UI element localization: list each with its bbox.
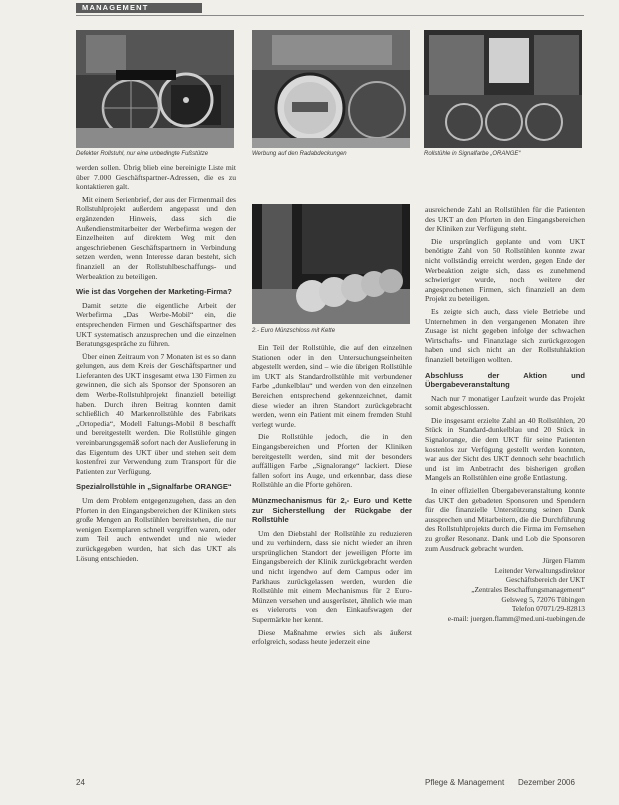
col1-paragraph: Um dem Problem entgegenzugehen, dass an den Pforten in den Eingangsbereichen der Kliniken stets große Mengen an Rollstühlen bereitstehen, die nur wenigen Exemplaren schnell vergriffen waren, oder zum Teil auch entwendet und nie wieder zurückgegeben wurden, hat sich das UKT als Lösung entschieden. <box>76 496 236 563</box>
text-column-3 <box>425 205 585 775</box>
col1-paragraph: Damit setzte die eigentliche Arbeit der Werbefirma „Das Werbe-Mobil“ ein, die entsprechenden Firmen und Geschäftspartner des UKT systematisch anzusprechen und die einzelnen Beratungsgespräche zu führen. <box>76 300 236 349</box>
col2-heading: Münzmechanismus für 2,- Euro und Kette zur Sicherstellung der Rückgabe der Rollstühle <box>252 495 412 525</box>
issue-date: Dezember 2006 <box>518 778 575 787</box>
caption-photo-1: Defekter Rollstuhl, nur eine unbedingte Fußstütze <box>76 151 209 157</box>
col1-paragraph: werden sollen. Übrig blieb eine bereinigte Liste mit über 7.000 Geschäftspartner-Adressen, die es zu kontaktieren galt. <box>76 163 236 192</box>
col3-paragraph: Nach nur 7 monatiger Laufzeit wurde das Projekt somit abgeschlossen. <box>425 393 585 413</box>
col3-paragraph: Es zeigte sich auch, dass viele Betriebe und Unternehmen in den vergangenen Monaten ihre Zusage ist nicht gegeben infolge der schwachen Wirtschafts- und Finanzlage sich zurückgezogen haben und sich nicht an der Rollstuhlaktion finanziell beteiligen wollten. <box>425 306 585 364</box>
caption-photo-2: Werbung auf den Radabdeckungen <box>252 151 347 157</box>
signature-line: Geschäftsbereich der UKT <box>505 575 585 585</box>
author-signature <box>425 556 585 623</box>
col1-heading: Wie ist das Vorgehen der Marketing-Firma? <box>76 287 232 297</box>
text-column-2 <box>252 343 412 773</box>
signature-line: Jürgen Flamm <box>542 556 585 566</box>
caption-photo-3: Rollstühle in Signalfarbe „ORANGE“ <box>424 151 521 157</box>
signature-line: Gelsweg 5, 72076 Tübingen <box>501 594 585 604</box>
photo-advertising-wheels <box>252 30 410 148</box>
col1-paragraph: Über einen Zeitraum von 7 Monaten ist es so dann gelungen, aus dem Kreis der Geschäftspartner und Lieferanten des UKT insgesamt etwa 130 Firmen zu gewinnen, die sich als Sponsor der Sponsoren an dem Werbe-Rollstuhlprojekt finanziell beteiligt haben. Durch ihren Beitrag konnten damit schließlich 40 Markenrollstühle des Fabrikats „Ortopedia“, Modell Faltungs-Mobil 8 beschafft und bereitgestellt werden. Die Rollstühle gingen vereinbarungsgemäß sofort nach der Auslieferung in das Eigentum des UKT über und stehen seit dem kostenfrei zur Verwendung zum Transport für die Patienten zur Verfügung. <box>76 351 236 476</box>
journal-name: Pflege & Management <box>425 778 505 787</box>
text-column-1 <box>76 163 236 773</box>
page-number: 24 <box>76 778 85 787</box>
signature-line: „Zentrales Beschaffungsmanagement“ <box>471 584 585 594</box>
col3-paragraph: Die ursprünglich geplante und vom UKT benötigte Zahl von 50 Rollstühlen konnte zwar nicht vollständig erreicht werden, gegen Ende der Werbeaktion zeigte sich, dass es zunehmend schwieriger wurde, noch weitere der angesprochenen Firmen, sich finanziell an dem Projekt zu beteiligen. <box>425 236 585 304</box>
header-rule <box>76 15 584 16</box>
col3-heading: Abschluss der Aktion und Übergabeveranstaltung <box>425 370 585 390</box>
col2-paragraph: Ein Teil der Rollstühle, die auf den einzelnen Stationen oder in den Untersuchungseinheiten abgestellt werden, sind – wie die übrigen Rollstühle im UKT als Standardrollstühle mit verbundener Farbe „dunkelblau“ und werden von den einzelnen Bereichen entsprechend gekennzeichnet, damit diese wieder an ihren Standort zurückgebracht werden, wenn ein Patient mit einem fremden Stuhl verlegt wurde. <box>252 343 412 429</box>
caption-photo-4: 2.- Euro Münzschloss mit Kette <box>252 328 336 334</box>
col2-paragraph: Um den Diebstahl der Rollstühle zu reduzieren und zu verhindern, dass sie nicht wieder an ihren ursprünglichen Standort der jeweiligen Pforte im Eingangsbereich der Klinik zurückgebracht werden und nicht irgendwo auf dem Campus oder im Parkhaus zurückgelassen werden, wurden die Rollstühle mit einem Mechanismus für 2 Euro-Münzen versehen und ausgerüstet, ähnlich wie man es vielerorts von den Einkaufswagen der Supermärkte her kennt. <box>252 528 412 625</box>
col2-paragraph: Diese Maßnahme erwies sich als äußerst erfolgreich, sodass heute jederzeit eine <box>252 627 412 647</box>
signature-line: e-mail: juergen.flamm@med.uni-tuebingen.de <box>447 613 585 623</box>
photo-coin-lock <box>252 204 410 324</box>
col1-paragraph: Mit einem Serienbrief, der aus der Firmenmail des Rollstuhlprojekt außerdem angepasst und den ergänzenden Hinweis, dass sich die Außendienstmitarbeiter der Werbefirma wegen der Einzelheiten auf direktem Weg mit den angeschriebenen Geschäftspartnern in Verbindung setzen werden, wenn Interesse daran besteht, sich finanziell an der Rollstuhlbeschaffungs- und Werbeaktion zu beteiligen. <box>76 194 236 281</box>
col3-paragraph: In einer offiziellen Übergabeveranstaltung konnte das UKT den gebadeten Sponsoren und Spendern für die finanzielle Unterstützung seinen Dank aussprechen und Mitarbeitern, die die Durchführung des Rollstuhlprojekts durch die Firma im Fernsehen zu großer Resonanz. Dank und Lob die Sponsoren zum Ausdruck gebracht wurden. <box>425 486 585 553</box>
signature-line: Telefon 07071/29-82813 <box>511 604 585 614</box>
col3-paragraph: ausreichende Zahl an Rollstühlen für die Patienten des UKT an den Pforten in den Eingangsbereichen der Kliniken zur Verfügung steht. <box>425 205 585 234</box>
photo-defective-wheelchair <box>76 30 234 148</box>
section-label: MANAGEMENT <box>76 3 202 13</box>
col1-heading: Spezialrollstühle in „Signalfarbe ORANGE“ <box>76 482 232 492</box>
photo-orange-wheelchairs <box>424 30 582 148</box>
signature-line: Leitender Verwaltungsdirektor <box>494 565 585 575</box>
col3-paragraph: Die insgesamt erzielte Zahl an 40 Rollstühlen, 20 Stück in Standard-dunkelblau und 20 Stück in Signalorange, die dem UKT für seine Patienten kostenlos zur Verfügung gestellt werden konnten, war aus der Sicht des UKT dennoch sehr beachtlich und ist im Anbetracht des bisherigen großen Mangels an Rollstühlen eine große Entlastung. <box>425 415 585 483</box>
col2-paragraph: Die Rollstühle jedoch, die in den Eingangsbereichen und Pforten der Kliniken bereitgestellt werden, sind mit der besonders auffälligen Farbe „Signalorange“ lackiert. Diese fallen sofort ins Auge, und erkennbar, dass diese Rollstühle an die Pforte gehören. <box>252 432 412 490</box>
